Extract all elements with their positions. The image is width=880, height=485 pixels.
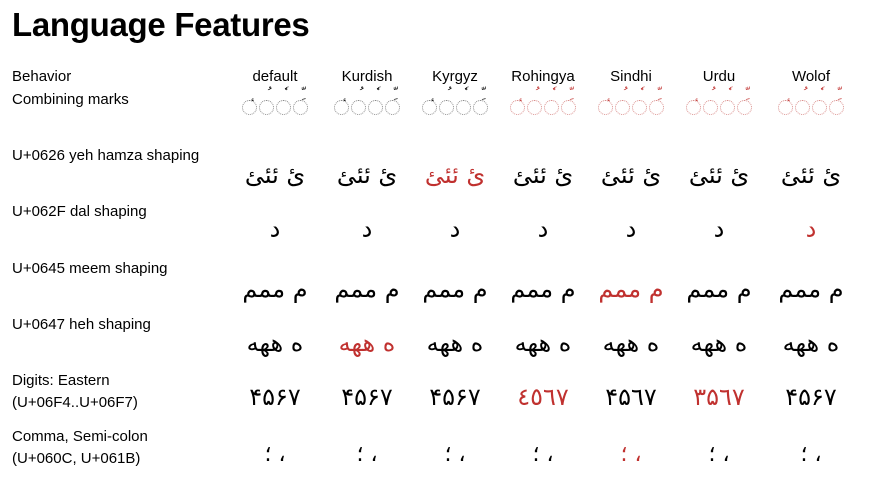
comma-sample-default: ، ؛ xyxy=(264,442,286,467)
dotted-circle-icon xyxy=(737,100,752,115)
dotted-circle-icon xyxy=(439,100,454,115)
dotted-circle-icon xyxy=(686,100,701,115)
dal-sample-urdu: د xyxy=(713,215,725,243)
heh-sample-urdu: ه ههه xyxy=(690,329,748,357)
dotted-circle-icon xyxy=(795,100,810,115)
yeh-sample-kurdish: ئ ئئئ xyxy=(336,161,398,189)
row-label-comma-range: (U+060C, U+061B) xyxy=(12,450,141,467)
dotted-circle-icon xyxy=(561,100,576,115)
comma-sample-urdu: ، ؛ xyxy=(708,442,730,467)
dotted-circle-icon xyxy=(456,100,471,115)
heh-sample-kyrgyz: ه ههه xyxy=(426,329,484,357)
column-header-kyrgyz: Kyrgyz xyxy=(432,68,478,85)
row-label-yeh-hamza: U+0626 yeh hamza shaping xyxy=(12,147,200,164)
yeh-sample-kyrgyz: ئ ئئئ xyxy=(424,161,486,189)
meem-sample-default: م ممم xyxy=(242,275,308,303)
yeh-sample-default: ئ ئئئ xyxy=(244,161,306,189)
dal-sample-wolof: د xyxy=(805,215,817,243)
dotted-circle-icon xyxy=(334,100,349,115)
dotted-circle-icon xyxy=(778,100,793,115)
meem-sample-kurdish: م ممم xyxy=(334,275,400,303)
heh-sample-wolof: ه ههه xyxy=(782,329,840,357)
column-header-default: default xyxy=(252,68,298,85)
dotted-circle-icon xyxy=(276,100,291,115)
row-label-heh: U+0647 heh shaping xyxy=(12,316,151,333)
yeh-sample-urdu: ئ ئئئ xyxy=(688,161,750,189)
dal-sample-default: د xyxy=(269,215,281,243)
column-header-urdu: Urdu xyxy=(702,68,736,85)
meem-sample-sindhi: م ممم xyxy=(598,275,664,303)
dotted-circle-icon xyxy=(649,100,664,115)
dotted-circle-icon xyxy=(632,100,647,115)
dotted-circle-group xyxy=(597,90,665,124)
dotted-circle-icon xyxy=(293,100,308,115)
meem-sample-wolof: م ممم xyxy=(778,275,844,303)
dotted-circle-icon xyxy=(615,100,630,115)
dotted-circle-group xyxy=(777,90,845,124)
row-label-combining-marks: Combining marks xyxy=(12,91,129,108)
dotted-circle-icon xyxy=(259,100,274,115)
digits-sample-kurdish: ۴۵۶۷ xyxy=(341,383,393,411)
column-header-rohingya: Rohingya xyxy=(511,68,575,85)
dotted-circle-icon xyxy=(473,100,488,115)
dotted-circle-group xyxy=(241,90,309,124)
meem-sample-urdu: م ممم xyxy=(686,275,752,303)
digits-sample-rohingya: ٤٥٦٧ xyxy=(517,383,569,411)
yeh-sample-wolof: ئ ئئئ xyxy=(780,161,842,189)
dotted-circle-icon xyxy=(527,100,542,115)
dotted-circle-group xyxy=(333,90,401,124)
row-label-meem: U+0645 meem shaping xyxy=(12,260,168,277)
heh-sample-default: ه ههه xyxy=(246,329,304,357)
comma-sample-kurdish: ، ؛ xyxy=(356,442,378,467)
comma-sample-wolof: ، ؛ xyxy=(800,442,822,467)
heh-sample-rohingya: ه ههه xyxy=(514,329,572,357)
dotted-circle-icon xyxy=(598,100,613,115)
digits-sample-wolof: ۴۵۶۷ xyxy=(785,383,837,411)
yeh-sample-sindhi: ئ ئئئ xyxy=(600,161,662,189)
row-label-comma: Comma, Semi-colon xyxy=(12,428,148,445)
row-label-digits-range: (U+06F4..U+06F7) xyxy=(12,394,138,411)
dotted-circle-group xyxy=(509,90,577,124)
comma-sample-rohingya: ، ؛ xyxy=(532,442,554,467)
row-label-behavior: Behavior xyxy=(12,68,72,85)
dotted-circle-icon xyxy=(510,100,525,115)
dal-sample-kyrgyz: د xyxy=(449,215,461,243)
column-header-wolof: Wolof xyxy=(791,68,831,85)
dotted-circle-icon xyxy=(385,100,400,115)
dotted-circle-icon xyxy=(351,100,366,115)
yeh-sample-rohingya: ئ ئئئ xyxy=(512,161,574,189)
dotted-circle-icon xyxy=(242,100,257,115)
dotted-circle-icon xyxy=(829,100,844,115)
dal-sample-kurdish: د xyxy=(361,215,373,243)
dotted-circle-icon xyxy=(544,100,559,115)
dotted-circle-group xyxy=(421,90,489,124)
digits-sample-kyrgyz: ۴۵۶۷ xyxy=(429,383,481,411)
dotted-circle-icon xyxy=(812,100,827,115)
row-label-digits: Digits: Eastern xyxy=(12,372,110,389)
heh-sample-kurdish: ه ههه xyxy=(338,329,396,357)
dotted-circle-icon xyxy=(422,100,437,115)
dotted-circle-icon xyxy=(368,100,383,115)
meem-sample-kyrgyz: م ممم xyxy=(422,275,488,303)
page-title: Language Features xyxy=(12,6,310,43)
combining-marks-wolof xyxy=(756,90,866,124)
heh-sample-sindhi: ه ههه xyxy=(602,329,660,357)
digits-sample-default: ۴۵۶۷ xyxy=(249,383,301,411)
dal-sample-sindhi: د xyxy=(625,215,637,243)
column-header-kurdish: Kurdish xyxy=(341,68,393,85)
comma-sample-sindhi: ، ؛ xyxy=(620,442,642,467)
meem-sample-rohingya: م ممم xyxy=(510,275,576,303)
column-header-sindhi: Sindhi xyxy=(610,68,652,85)
dotted-circle-icon xyxy=(720,100,735,115)
dotted-circle-group xyxy=(685,90,753,124)
row-label-dal: U+062F dal shaping xyxy=(12,203,147,220)
dal-sample-rohingya: د xyxy=(537,215,549,243)
comma-sample-kyrgyz: ، ؛ xyxy=(444,442,466,467)
digits-sample-sindhi: ۴۵٦٧ xyxy=(605,383,657,411)
digits-sample-urdu: ۳۵٦٧ xyxy=(693,383,745,411)
dotted-circle-icon xyxy=(703,100,718,115)
